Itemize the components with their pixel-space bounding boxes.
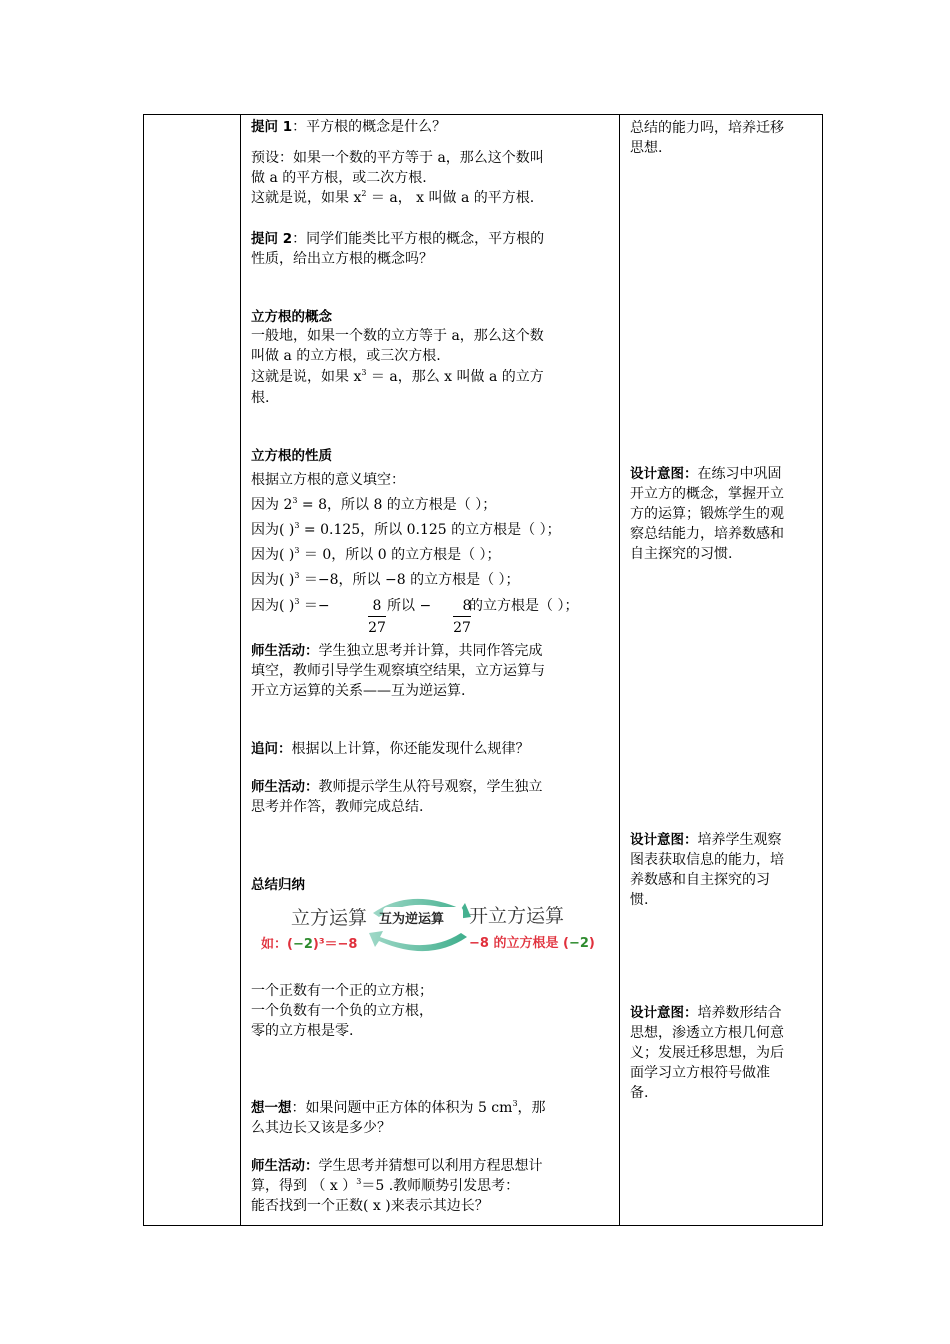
intent-1-line-2: 开立方的概念，掌握开立	[630, 486, 784, 502]
fill-line-3: 因为( )$^3$ ＝ 0，所以 0 的立方根是（ ）；	[251, 546, 501, 563]
activity-1-line-1: 师生活动：学生独立思考并计算，共同作答完成	[251, 643, 543, 659]
intent-top-line-1: 总结的能力吗，培养迁移	[630, 120, 784, 136]
cube-example: 如：(−2)³＝−8	[261, 937, 358, 952]
preset-line-2: 做 a 的平方根，或二次方根.	[251, 170, 427, 186]
fill-line-5-middle: 所以 −	[387, 598, 432, 614]
rule-zero: 零的立方根是零.	[251, 1023, 354, 1039]
activity-1-line-3: 开立方运算的关系——互为逆运算.	[251, 683, 466, 699]
fraction-bar-2	[453, 616, 471, 617]
intent-2-line-4: 惯.	[630, 892, 649, 908]
fraction-denominator-1: 27	[368, 620, 386, 636]
fill-line-5: 因为( )$^3$ ＝−	[251, 597, 330, 614]
activity-3-line-3: 能否找到一个正数( x )来表示其边长？	[251, 1198, 489, 1214]
think-line-2: 么其边长又该是多少？	[251, 1120, 391, 1136]
fill-line-1: 因为 $2^3 = 8$，所以 8 的立方根是（ ）；	[251, 496, 497, 513]
preset-line-3: 这就是说，如果 $x^2 = a$， x 叫做 a 的平方根.	[251, 189, 535, 206]
intent-1-line-3: 方的运算；锻炼学生的观	[630, 506, 784, 522]
cube-root-operation-label: 开立方运算	[469, 905, 565, 927]
intent-1-line-4: 察总结能力，培养数感和	[630, 526, 784, 542]
intent-3-line-1: 设计意图：培养数形结合	[630, 1005, 782, 1021]
column-divider-left	[240, 115, 241, 1225]
intent-1-line-5: 自主探究的习惯.	[630, 546, 733, 562]
activity-2-line-2: 思考并作答，教师完成总结.	[251, 799, 424, 815]
fill-line-4: 因为( )$^3$ ＝−8，所以 −8 的立方根是（ ）；	[251, 571, 520, 588]
think-line-1: 想一想：如果问题中正方体的体积为 5 $cm^3$，那	[251, 1099, 546, 1116]
intent-2-line-2: 图表获取信息的能力，培	[630, 852, 784, 868]
activity-3-line-2: 算，得到 （ x ）$^3$＝5 .教师顺势引发思考：	[251, 1177, 520, 1194]
activity-1-line-2: 填空，教师引导学生观察填空结果，立方运算与	[251, 663, 545, 679]
preset-line-1: 预设：如果一个数的平方等于 a，那么这个数叫	[251, 150, 544, 166]
concept-line-2: 叫做 a 的立方根，或三次方根.	[251, 348, 441, 364]
fill-intro: 根据立方根的意义填空：	[251, 472, 405, 488]
question-2-line-2: 性质，给出立方根的概念吗？	[251, 251, 433, 267]
inverse-operation-diagram	[261, 893, 621, 959]
fraction-bar-1	[368, 616, 386, 617]
inverse-operation-label: 互为逆运算	[379, 912, 445, 927]
intent-1-line-1: 设计意图：在练习中巩固	[630, 466, 782, 482]
intent-2-line-3: 养数感和自主探究的习	[630, 872, 770, 888]
intent-top-line-2: 思想.	[630, 140, 663, 156]
concept-line-3: 这就是说，如果 $x^3 = a$，那么 x 叫做 a 的立方	[251, 368, 544, 385]
intent-3-line-5: 备.	[630, 1085, 649, 1101]
follow-up-question: 追问：根据以上计算，你还能发现什么规律？	[251, 741, 530, 757]
concept-line-4: 根.	[251, 390, 270, 406]
column-divider-right	[619, 115, 620, 1225]
cube-operation-label: 立方运算	[291, 907, 368, 929]
rule-negative: 一个负数有一个负的立方根，	[251, 1003, 433, 1019]
lesson-table	[143, 114, 823, 1226]
concept-line-1: 一般地，如果一个数的立方等于 a，那么这个数	[251, 328, 544, 344]
summary-title: 总结归纳	[251, 877, 305, 893]
intent-3-line-3: 义；发展迁移思想，为后	[630, 1045, 784, 1061]
concept-title: 立方根的概念	[251, 309, 332, 325]
question-1: 提问 1：平方根的概念是什么？	[251, 119, 447, 135]
intent-2-line-1: 设计意图：培养学生观察	[630, 832, 782, 848]
activity-3-line-1: 师生活动：学生思考并猜想可以利用方程思想计	[251, 1158, 543, 1174]
property-title: 立方根的性质	[251, 448, 332, 464]
fraction-numerator-2: 8	[462, 598, 472, 614]
question-2: 提问 2：同学们能类比平方根的概念，平方根的	[251, 231, 545, 247]
fill-line-2: 因为( )$^3$ = 0.125，所以 0.125 的立方根是（ ）；	[251, 521, 561, 538]
fill-line-5-end: 的立方根是（ ）；	[469, 598, 579, 614]
intent-3-line-2: 思想，渗透立方根几何意	[630, 1025, 784, 1041]
fraction-denominator-2: 27	[453, 620, 471, 636]
cube-root-example: −8 的立方根是 (−2)	[469, 936, 595, 951]
rule-positive: 一个正数有一个正的立方根；	[251, 983, 433, 999]
activity-2-line-1: 师生活动：教师提示学生从符号观察，学生独立	[251, 779, 543, 795]
intent-3-line-4: 面学习立方根符号做准	[630, 1065, 770, 1081]
fraction-numerator-1: 8	[372, 598, 382, 614]
